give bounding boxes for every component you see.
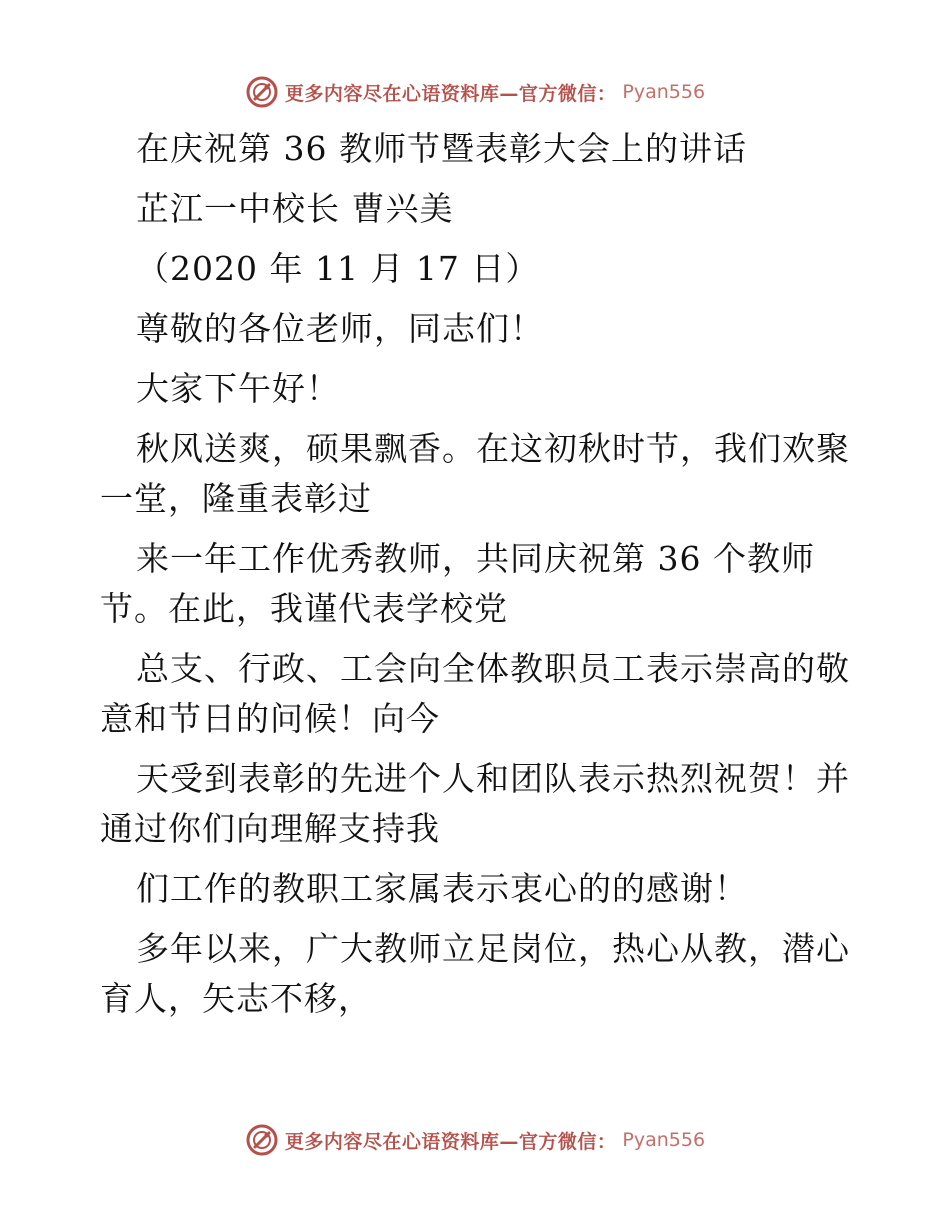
footer-watermark xyxy=(0,1120,950,1160)
paragraph-line: 秋风送爽，硕果飘香。在这初秋时节，我们欢聚 xyxy=(136,429,850,468)
greeting: 大家下午好！ xyxy=(136,369,340,408)
header-watermark xyxy=(0,72,950,112)
paragraph-line: 天受到表彰的先进个人和团队表示热烈祝贺！并 xyxy=(136,759,850,798)
paragraph-line: 意和节日的问候！向今 xyxy=(100,699,440,738)
paragraph-line: 们工作的教职工家属表示衷心的的感谢！ xyxy=(136,869,748,908)
paragraph-line: 通过你们向理解支持我 xyxy=(100,809,440,848)
paragraph-line: 节。在此，我谨代表学校党 xyxy=(100,589,508,628)
document-body xyxy=(100,124,860,1024)
salutation: 尊敬的各位老师，同志们！ xyxy=(136,309,544,348)
seal-logo-icon xyxy=(245,1123,279,1157)
watermark-wechat-id: Pyan556 xyxy=(622,81,706,103)
paragraph-line: 多年以来，广大教师立足岗位，热心从教，潜心 xyxy=(136,929,850,968)
document-title: 在庆祝第 36 教师节暨表彰大会上的讲话 xyxy=(136,129,747,168)
watermark-text: 更多内容尽在心语资料库—官方微信： xyxy=(284,1130,617,1153)
document-author: 芷江一中校长 曹兴美 xyxy=(136,189,454,228)
seal-logo-icon xyxy=(245,75,279,109)
paragraph-line: 育人，矢志不移， xyxy=(100,979,372,1018)
watermark-wechat-id: Pyan556 xyxy=(622,1129,706,1151)
paragraph-line: 总支、行政、工会向全体教职员工表示崇高的敬 xyxy=(136,649,850,688)
document-date: （2020 年 11 月 17 日） xyxy=(136,249,540,288)
paragraph-line: 一堂，隆重表彰过 xyxy=(100,479,372,518)
watermark-text: 更多内容尽在心语资料库—官方微信： xyxy=(284,82,617,105)
paragraph-line: 来一年工作优秀教师，共同庆祝第 36 个教师 xyxy=(136,539,815,578)
